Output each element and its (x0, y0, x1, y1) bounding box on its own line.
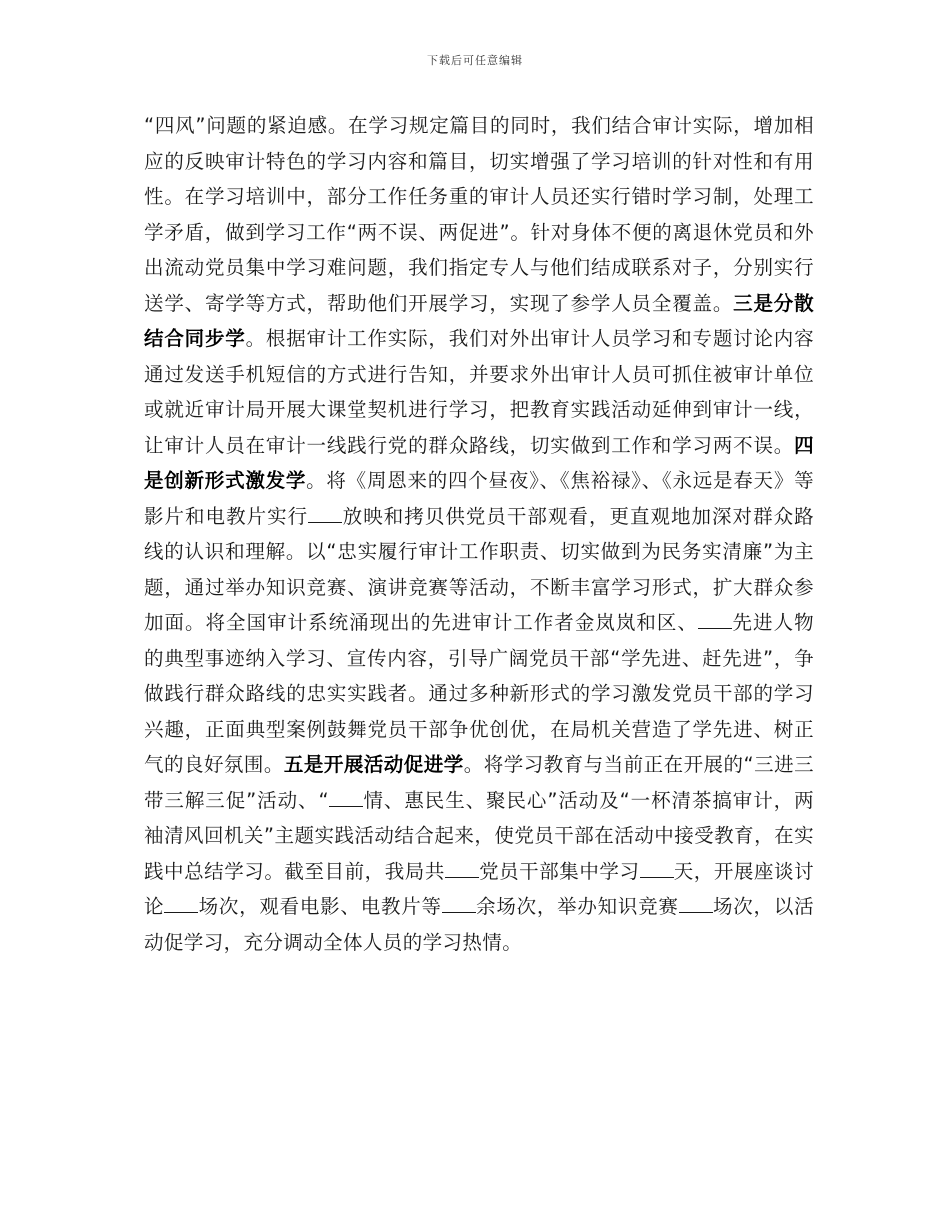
blank-fill-line (698, 610, 732, 629)
text-segment: 先进人物的典型事迹纳入学习、宣传内容，引导广阔党员干部“学先进、赶先进”，争做践行群众路线的忠实实践者。通过多种新形式的学习激发党员干部的学习兴趣，正面典型案例鼓舞党员干部争优创优，在局机关营造了学先进、树正气的良好氛围。 (144, 611, 814, 776)
text-segment: 。将学习教育与当前正在开展的“三进三带三解三促”活动、“ (144, 753, 814, 812)
text-segment: 。根据审计工作实际，我们对外出审计人员学习和专题讨论内容通过发送手机短信的方式进行告知，并要求外出审计人员可抓住被审计单位或就近审计局开展大课堂契机进行学习，把教育实践活动延伸到审计一线，让审计人员在审计一线践行党的群众路线，切实做到工作和学习两不误。 (144, 327, 814, 457)
text-segment: 余场次，举办知识竞赛 (475, 895, 679, 918)
blank-fill-line (679, 894, 713, 913)
blank-fill-line (164, 894, 198, 913)
blank-fill-line (640, 859, 674, 878)
text-segment: “四风”问题的紧迫感。在学习规定篇目的同时，我们结合审计实际，增加相应的反映审计特色的学习内容和篇目，切实增强了学习培训的针对性和有用性。在学习培训中，部分工作任务重的审计人员还实行错时学习制，处理工学矛盾，做到学习工作“两不误、两促进”。针对身体不便的离退休党员和外出流动党员集中学习难问题，我们指定专人与他们结成联系对子，分别实行送学、寄学等方式，帮助他们开展学习，实现了参学人员全覆盖。 (144, 114, 814, 315)
section-heading-three: 三是分散结合同步学 (144, 291, 814, 350)
section-heading-five: 五是开展活动促进学 (283, 753, 464, 776)
blank-fill-line (308, 504, 342, 523)
text-segment: 党员干部集中学习 (478, 859, 640, 883)
page-header: 下载后可任意编辑 (427, 54, 523, 67)
blank-fill-line (442, 894, 476, 913)
blank-fill-line (445, 859, 479, 878)
document-body (144, 108, 814, 960)
text-segment: 。将《周恩来的四个昼夜》、《焦裕禄》、《永远是春天》等影片和电教片实行 (144, 469, 814, 528)
text-segment: 场次，以活动促学习，充分调动全体人员的学习热情。 (144, 895, 814, 954)
text-segment: 放映和拷贝供党员干部观看，更直观地加深对群众路线的认识和理解。以“忠实履行审计工作职责、切实做到为民务实清廉”为主题，通过举办知识竞赛、演讲竞赛等活动，不断丰富学习形式，扩大群众参加面。将全国审计系统涌现出的先进审计工作者金岚岚和区、 (144, 504, 815, 634)
blank-fill-line (329, 788, 363, 807)
text-segment: 天，开展座谈讨论 (144, 859, 814, 918)
text-segment: 场次，观看电影、电教片等 (198, 895, 442, 918)
section-heading-four: 四是创新形式激发学 (144, 433, 814, 492)
body-paragraph (144, 108, 814, 960)
text-segment: 情、惠民生、聚民心”活动及“一杯清茶搞审计，两袖清风回机关”主题实践活动结合起来，使党员干部在活动中接受教育，在实践中总结学习。截至目前，我局共 (144, 788, 814, 883)
